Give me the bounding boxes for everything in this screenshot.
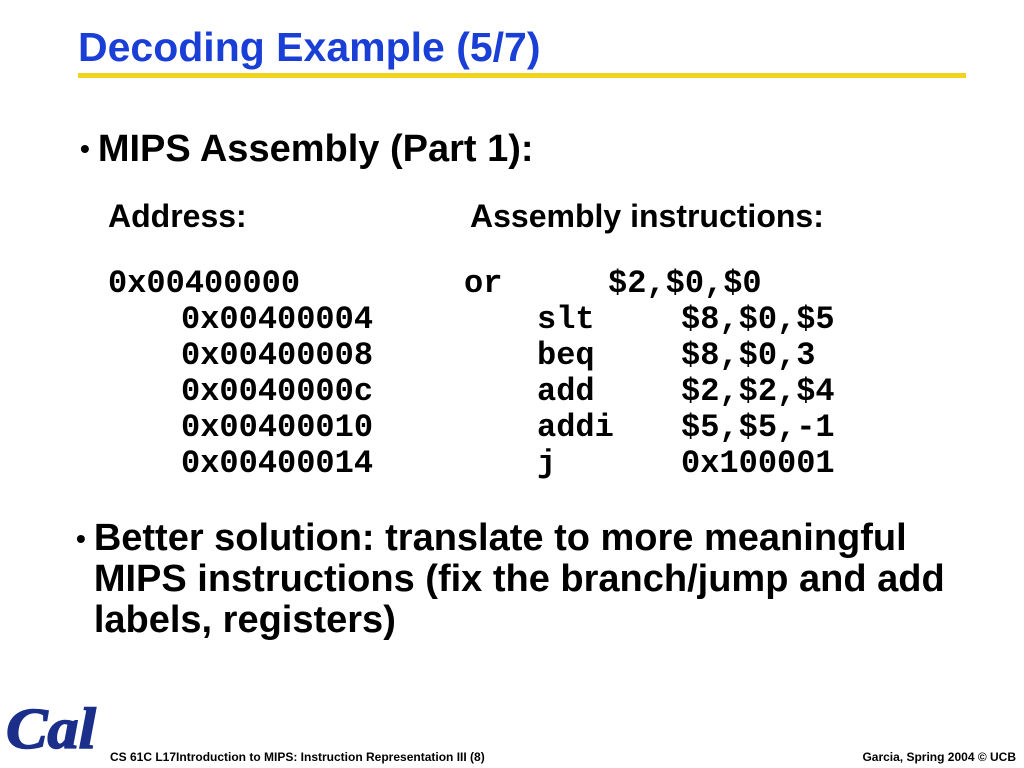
bullet-icon: • — [80, 133, 90, 164]
address-column-header: Address: — [108, 198, 247, 234]
instruction-operands: $5,$5,-1 — [681, 409, 835, 446]
instruction-opcode: slt — [537, 301, 595, 338]
instruction-address: 0x00400010 — [181, 409, 374, 446]
instruction-opcode: addi — [537, 409, 614, 446]
instruction-operands: $8,$0,$5 — [681, 301, 835, 338]
cal-logo-icon — [4, 690, 100, 762]
footer-course-info: CS 61C L17Introduction to MIPS: Instruction Representation III (8) — [110, 750, 485, 764]
instruction-opcode: add — [537, 373, 595, 410]
instruction-opcode: or — [464, 265, 503, 302]
bullet-icon: • — [76, 523, 86, 554]
bullet-text: Better solution: translate to more meaningful MIPS instructions (fix the branch/jump and add labels, registers) — [93, 517, 945, 641]
instruction-operands: $8,$0,3 — [681, 337, 816, 374]
slide-title: Decoding Example (5/7) — [78, 24, 541, 70]
instruction-address: 0x00400014 — [181, 445, 374, 482]
instruction-opcode: j — [537, 445, 557, 482]
instruction-operands: $2,$2,$4 — [681, 373, 835, 410]
instruction-opcode: beq — [537, 337, 595, 374]
footer-credit: Garcia, Spring 2004 © UCB — [862, 750, 1016, 764]
assembly-column-header: Assembly instructions: — [470, 198, 824, 234]
instruction-address: 0x0040000c — [181, 373, 374, 410]
bullet-mips-assembly — [80, 126, 534, 172]
instruction-address: 0x00400008 — [181, 337, 374, 374]
instruction-address: 0x00400004 — [181, 301, 374, 338]
bullet-better-solution — [76, 518, 976, 641]
instruction-operands: 0x100001 — [681, 445, 835, 482]
instruction-address: 0x00400000 — [108, 265, 301, 302]
title-underline — [78, 73, 966, 78]
svg-text:Cal: Cal — [6, 696, 97, 761]
bullet-text: MIPS Assembly (Part 1): — [97, 128, 534, 170]
instruction-operands: $2,$0,$0 — [608, 265, 762, 302]
